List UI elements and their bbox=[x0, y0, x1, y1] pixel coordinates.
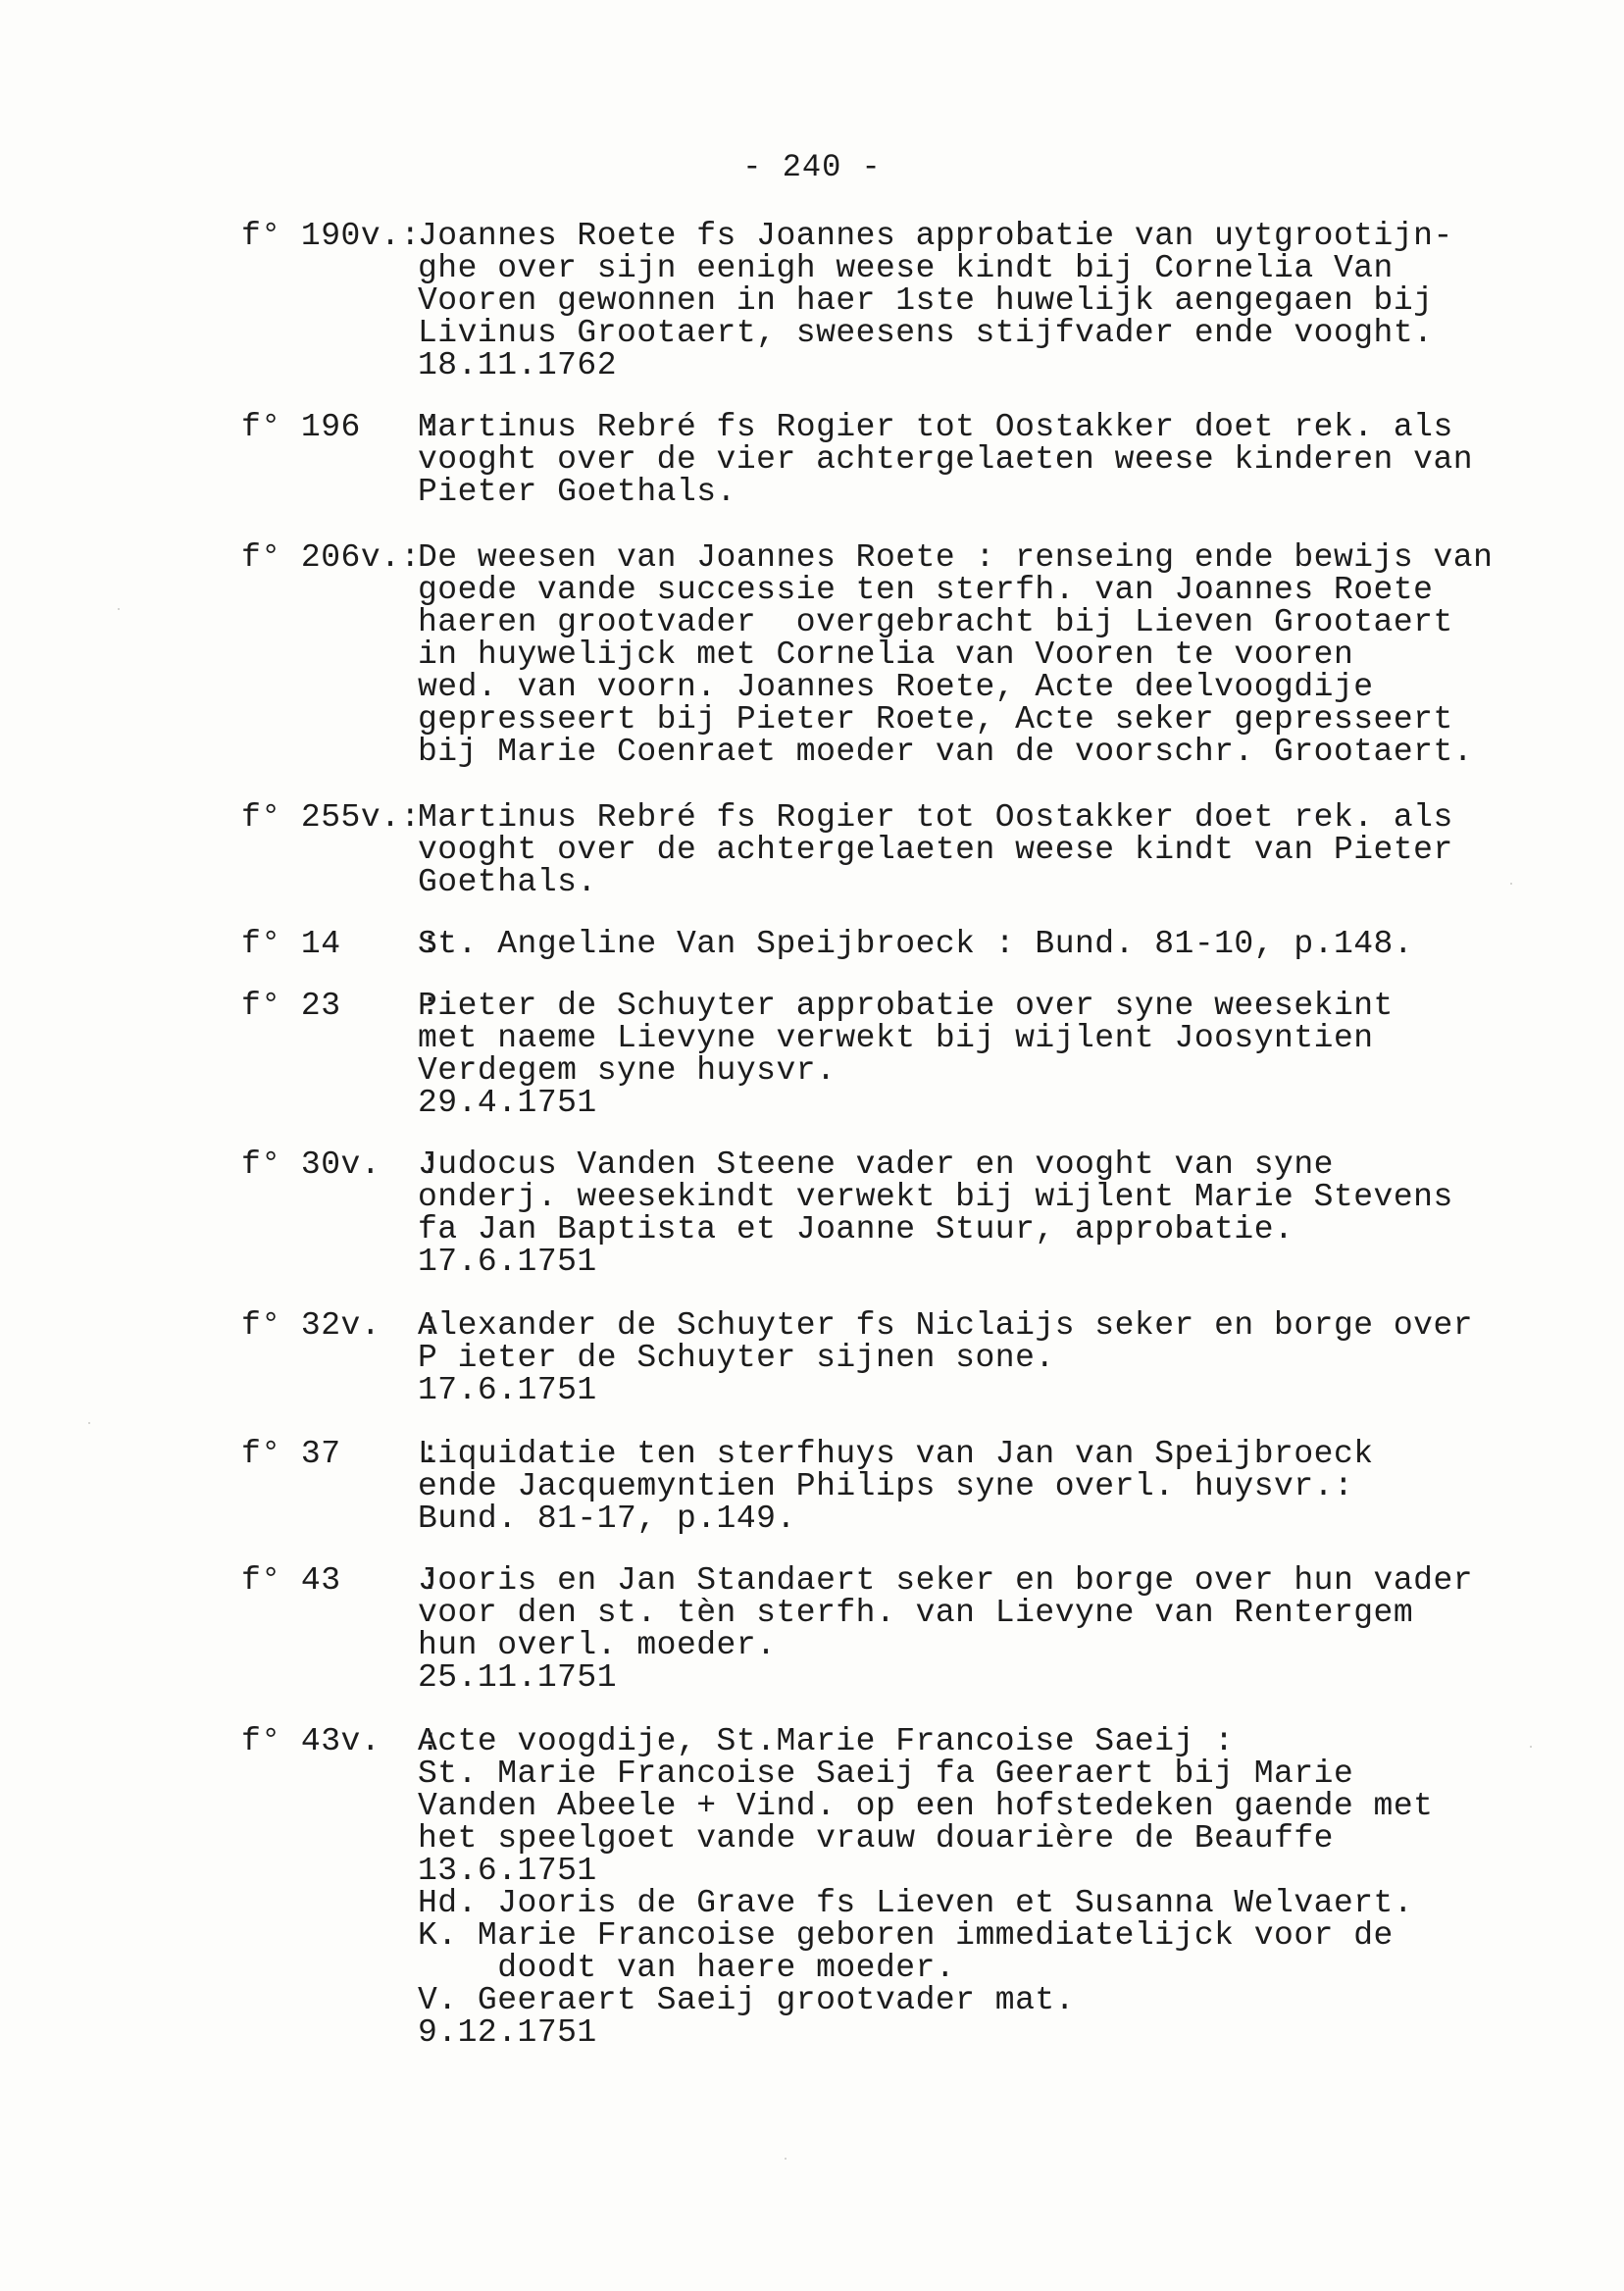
entry bbox=[241, 1564, 1506, 1694]
entry-text bbox=[418, 1564, 1506, 1694]
entry-line: in huywelijck met Cornelia van Vooren te vooren bbox=[418, 636, 1354, 673]
entry-text bbox=[418, 801, 1506, 898]
folio-reference: f° 190v.: bbox=[241, 218, 421, 254]
entry-line: het speelgoet vande vrauw douarière de Beauffe bbox=[418, 1820, 1334, 1857]
folio-reference: f° 14 : bbox=[241, 926, 441, 962]
entry-line: haeren grootvader overgebracht bij Lieven Grootaert bbox=[418, 604, 1453, 640]
entry bbox=[241, 990, 1506, 1119]
entry-line: bij Marie Coenraet moeder van de voorschr. Grootaert. bbox=[418, 734, 1474, 770]
folio-reference: f° 43v. : bbox=[241, 1723, 441, 1759]
entry-date: 17.6.1751 bbox=[418, 1244, 597, 1280]
scan-speck bbox=[785, 2158, 787, 2160]
entry-line: K. Marie Francoise geboren immediatelijck voor de bbox=[418, 1917, 1394, 1954]
entry-line: Vanden Abeele + Vind. op een hofstedeken gaende met bbox=[418, 1788, 1434, 1824]
entry-line: vooght over de achtergelaeten weese kindt van Pieter bbox=[418, 832, 1453, 868]
entry-line: Martinus Rebré fs Rogier tot Oostakker doet rek. als bbox=[418, 799, 1453, 836]
folio-reference: f° 255v.: bbox=[241, 799, 421, 836]
entry-text bbox=[418, 1309, 1506, 1406]
entry-line: Judocus Vanden Steene vader en vooght van syne bbox=[418, 1146, 1334, 1183]
entry bbox=[241, 411, 1506, 508]
entry-line: P ieter de Schuyter sijnen sone. bbox=[418, 1340, 1055, 1376]
entry bbox=[241, 928, 1506, 960]
entry-line: onderj. weesekindt verwekt bij wijlent Marie Stevens bbox=[418, 1179, 1453, 1215]
entry-line: Alexander de Schuyter fs Niclaijs seker en borge over bbox=[418, 1307, 1474, 1344]
entry-line: met naeme Lievyne verwekt bij wijlent Joosyntien bbox=[418, 1020, 1374, 1056]
entry-line: Livinus Grootaert, sweesens stijfvader ende vooght. bbox=[418, 315, 1434, 351]
folio-reference: f° 206v.: bbox=[241, 539, 421, 576]
entry-date: 18.11.1762 bbox=[418, 347, 618, 383]
entry-line: De weesen van Joannes Roete : renseing ende bewijs van bbox=[418, 539, 1494, 576]
entry-text bbox=[418, 541, 1506, 768]
entry-line: voor den st. tèn sterfh. van Lievyne van Rentergem bbox=[418, 1595, 1414, 1631]
entry-line: Acte voogdije, St.Marie Francoise Saeij : bbox=[418, 1723, 1235, 1759]
entry-line: hun overl. moeder. bbox=[418, 1627, 777, 1663]
entry-text bbox=[418, 1148, 1506, 1278]
entry-text bbox=[418, 928, 1506, 960]
entry-line: ghe over sijn eenigh weese kindt bij Cornelia Van bbox=[418, 250, 1394, 286]
entry-text bbox=[418, 411, 1506, 508]
scan-speck bbox=[1530, 1746, 1532, 1748]
entry-line: goede vande successie ten sterfh. van Joannes Roete bbox=[418, 572, 1434, 608]
page-number: - 240 - bbox=[742, 149, 882, 185]
entry-line: V. Geeraert Saeij grootvader mat. bbox=[418, 1982, 1076, 2018]
folio-reference: f° 30v. : bbox=[241, 1146, 441, 1183]
entry-date: 17.6.1751 bbox=[418, 1372, 597, 1408]
scan-speck bbox=[118, 608, 120, 610]
entry-line: wed. van voorn. Joannes Roete, Acte deelvoogdije bbox=[418, 669, 1374, 705]
entry-line: Bund. 81-17, p.149. bbox=[418, 1501, 796, 1537]
entry-line: Vooren gewonnen in haer 1ste huwelijk aengegaen bij bbox=[418, 282, 1434, 319]
entry-text bbox=[418, 1725, 1506, 2049]
entry-line: Hd. Jooris de Grave fs Lieven et Susanna Welvaert. bbox=[418, 1885, 1414, 1921]
entry-line: Verdegem syne huysvr. bbox=[418, 1052, 837, 1089]
entry-line: fa Jan Baptista et Joanne Stuur, approbatie. bbox=[418, 1211, 1294, 1247]
entry bbox=[241, 1309, 1506, 1406]
entry-line: Joannes Roete fs Joannes approbatie van uytgrootijn- bbox=[418, 218, 1453, 254]
entry-line: Goethals. bbox=[418, 864, 597, 900]
scan-speck bbox=[1510, 883, 1512, 885]
entry bbox=[241, 220, 1506, 382]
folio-reference: f° 32v. : bbox=[241, 1307, 441, 1344]
entry-list bbox=[241, 220, 1506, 2049]
entry-line: ende Jacquemyntien Philips syne overl. huysvr.: bbox=[418, 1468, 1354, 1504]
entry bbox=[241, 541, 1506, 768]
folio-reference: f° 37 : bbox=[241, 1436, 441, 1472]
entry bbox=[241, 1148, 1506, 1278]
scan-speck bbox=[88, 1422, 90, 1424]
entry bbox=[241, 1438, 1506, 1535]
entry-date: 13.6.1751 bbox=[418, 1853, 597, 1889]
entry-line: St. Marie Francoise Saeij fa Geeraert bij Marie bbox=[418, 1756, 1354, 1792]
folio-reference: f° 43 : bbox=[241, 1562, 441, 1599]
folio-reference: f° 23 : bbox=[241, 988, 441, 1024]
entry-date: 9.12.1751 bbox=[418, 2014, 597, 2051]
entry-line: Jooris en Jan Standaert seker en borge over hun vader bbox=[418, 1562, 1474, 1599]
entry-date: 29.4.1751 bbox=[418, 1085, 597, 1121]
entry-line: vooght over de vier achtergelaeten weese kinderen van bbox=[418, 441, 1474, 478]
entry-line: St. Angeline Van Speijbroeck : Bund. 81-10, p.148. bbox=[418, 926, 1414, 962]
entry-text bbox=[418, 1438, 1506, 1535]
entry-line: Pieter de Schuyter approbatie over syne weesekint bbox=[418, 988, 1394, 1024]
folio-reference: f° 196 : bbox=[241, 409, 441, 445]
entry bbox=[241, 801, 1506, 898]
entry-date: 25.11.1751 bbox=[418, 1659, 618, 1696]
entry-line: Liquidatie ten sterfhuys van Jan van Speijbroeck bbox=[418, 1436, 1374, 1472]
entry-text bbox=[418, 220, 1506, 382]
entry-line: gepresseert bij Pieter Roete, Acte seker gepresseert bbox=[418, 701, 1453, 738]
entry-line: Martinus Rebré fs Rogier tot Oostakker doet rek. als bbox=[418, 409, 1453, 445]
entry bbox=[241, 1725, 1506, 2049]
entry-line: Pieter Goethals. bbox=[418, 474, 736, 510]
entry-text bbox=[418, 990, 1506, 1119]
entry-line: doodt van haere moeder. bbox=[418, 1950, 956, 1986]
